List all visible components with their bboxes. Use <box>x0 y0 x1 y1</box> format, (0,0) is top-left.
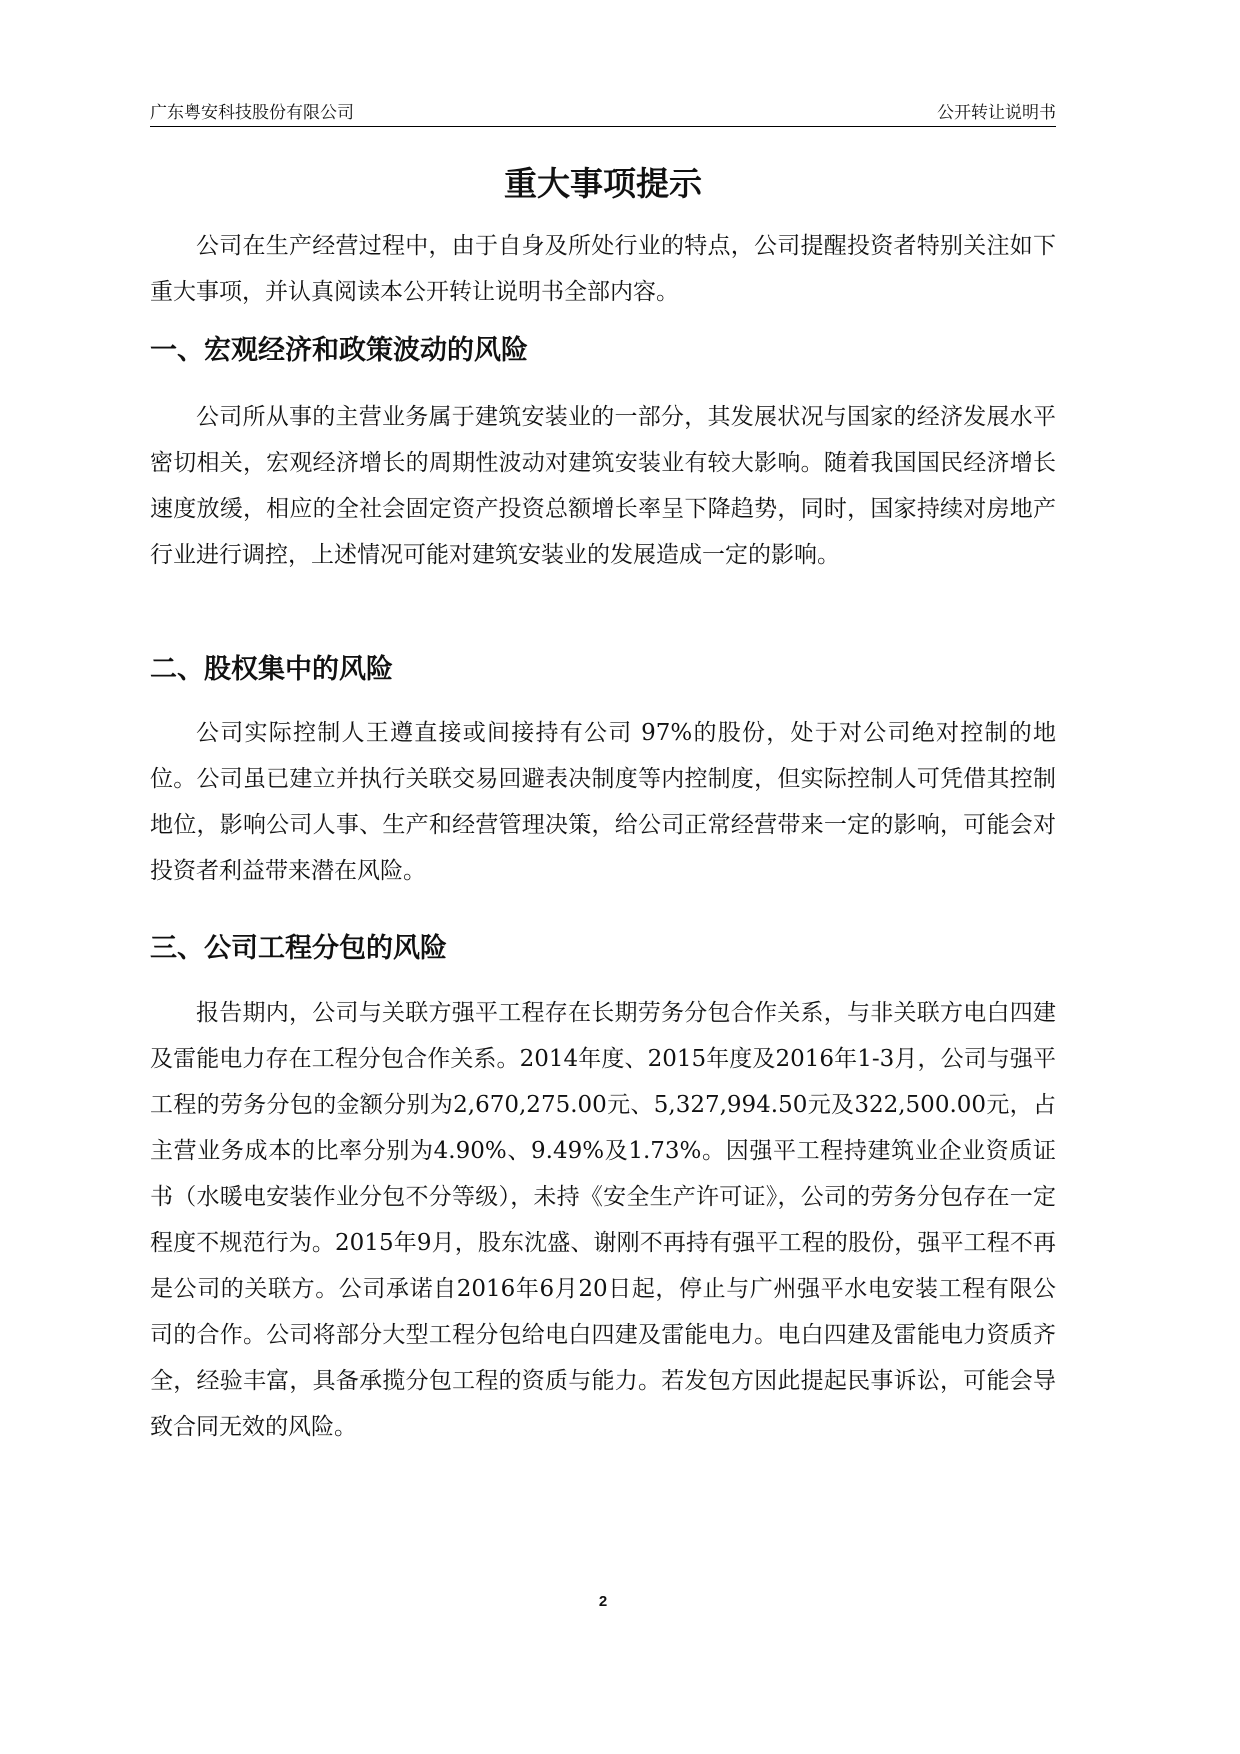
section-2-body: 公司实际控制人王遵直接或间接持有公司 97%的股份，处于对公司绝对控制的地位。公司虽已建立并执行关联交易回避表决制度等内控制度，但实际控制人可凭借其控制地位，影响公司人事、生产和经营管理决策，给公司正常经营带来一定的影响，可能会对投资者利益带来潜在风险。 <box>150 720 1056 884</box>
section-3-heading: 三、公司工程分包的风险 <box>150 933 447 964</box>
page-header <box>150 102 1056 127</box>
section-2-heading: 二、股权集中的风险 <box>150 654 393 685</box>
header-company-name: 广东粤安科技股份有限公司 <box>150 103 354 123</box>
section-3-body: 报告期内，公司与关联方强平工程存在长期劳务分包合作关系，与非关联方电白四建及雷能电力存在工程分包合作关系。2014年度、2015年度及2016年1-3月，公司与强平工程的劳务分包的金额分别为2,670,275.00元、5,327,994.50元及322,500.00元，占主营业务成本的比率分别为4.90%、9.49%及1.73%。因强平工程持建筑业企业资质证书（水暖电安装作业分包不分等级），未持《安全生产许可证》，公司的劳务分包存在一定程度不规范行为。2015年9月，股东沈盛、谢刚不再持有强平工程的股份，强平工程不再是公司的关联方。公司承诺自2016年6月20日起，停止与广州强平水电安装工程有限公司的合作。公司将部分大型工程分包给电白四建及雷能电力。电白四建及雷能电力资质齐全，经验丰富，具备承揽分包工程的资质与能力。若发包方因此提起民事诉讼，可能会导致合同无效的风险。 <box>150 1000 1056 1440</box>
page-number: 2 <box>598 1593 608 1610</box>
section-1-body: 公司所从事的主营业务属于建筑安装业的一部分，其发展状况与国家的经济发展水平密切相关，宏观经济增长的周期性波动对建筑安装业有较大影响。随着我国国民经济增长速度放缓，相应的全社会固定资产投资总额增长率呈下降趋势，同时，国家持续对房地产行业进行调控，上述情况可能对建筑安装业的发展造成一定的影响。 <box>150 404 1056 568</box>
page-title: 重大事项提示 <box>504 164 702 203</box>
section-1-heading: 一、宏观经济和政策波动的风险 <box>150 335 528 366</box>
intro-paragraph: 公司在生产经营过程中，由于自身及所处行业的特点，公司提醒投资者特别关注如下重大事项，并认真阅读本公开转让说明书全部内容。 <box>150 233 1056 305</box>
header-document-type: 公开转让说明书 <box>937 103 1056 123</box>
